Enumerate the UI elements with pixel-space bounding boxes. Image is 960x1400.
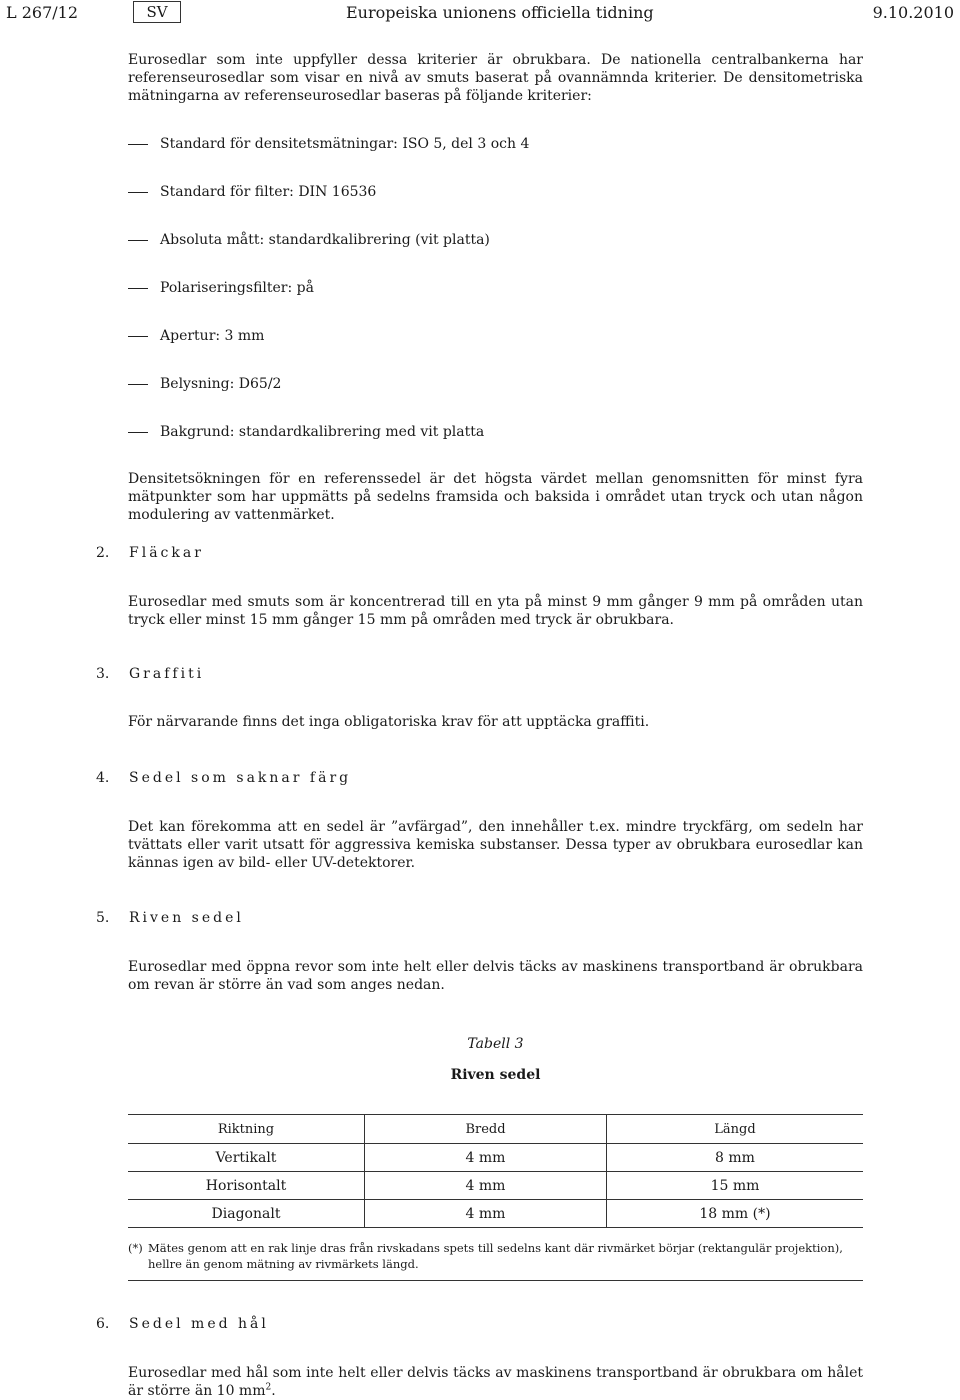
table-cell: 8 mm [607, 1144, 864, 1172]
dash [128, 240, 148, 241]
table-cell: 15 mm [607, 1172, 864, 1200]
table-title: Riven sedel [450, 1067, 541, 1083]
section-number: 5. [96, 910, 110, 926]
table-row [128, 1200, 863, 1228]
criteria-text: Polariseringsfilter: på [160, 280, 314, 296]
superscript: 2 [265, 1382, 272, 1393]
page-reference: L 267/12 [6, 3, 78, 22]
criteria-item [128, 327, 863, 345]
section-title: Graffiti [129, 666, 205, 682]
table-row [128, 1144, 863, 1172]
section-heading [0, 666, 960, 684]
section-heading [0, 1316, 960, 1334]
density-paragraph: Densitetsökningen för en referenssedel är det högsta värdet mellan genomsnitten för minst fyra mätpunkter som har uppmätts på sedelns framsida och baksida i området utan tryck och utan någon modulering av vattenmärket. [128, 471, 863, 523]
criteria-item [128, 279, 863, 297]
section-heading [0, 770, 960, 788]
section-number: 4. [96, 770, 110, 786]
criteria-text: Belysning: D65/2 [160, 376, 282, 392]
section-heading [0, 545, 960, 563]
footnote-marker: (*) [128, 1241, 143, 1255]
section-title: Sedel som saknar färg [129, 770, 352, 786]
section-text: Eurosedlar med smuts som är koncentrerad till en yta på minst 9 mm gånger 9 mm på områden utan tryck eller minst 15 mm gånger 15 mm på områden med tryck är obrukbara. [128, 594, 863, 628]
table-cell: Horisontalt [128, 1172, 365, 1200]
section-title: Riven sedel [129, 910, 244, 926]
table-row [128, 1172, 863, 1200]
table-caption: Tabell 3 [467, 1036, 524, 1052]
criteria-text: Standard för densitetsmätningar: ISO 5, del 3 och 4 [160, 136, 530, 152]
section-number: 6. [96, 1316, 110, 1332]
journal-title: Europeiska unionens officiella tidning [346, 3, 654, 22]
table-cell: Vertikalt [128, 1144, 365, 1172]
header-langd: Längd [607, 1115, 864, 1144]
section-text-body: Eurosedlar med hål som inte helt eller delvis täcks av maskinens transportband är obrukbara om hålet är större än 10 mm [128, 1365, 863, 1399]
criteria-text: Standard för filter: DIN 16536 [160, 184, 377, 200]
dash [128, 384, 148, 385]
footnote-text: Mätes genom att en rak linje dras från rivskadans spets till sedelns kant där rivmärket börjar (rektangulär projektion), hellre än genom mätning av rivmärkets längd. [148, 1241, 843, 1271]
section-number: 2. [96, 545, 110, 561]
table-cell: 4 mm [365, 1200, 607, 1228]
dash [128, 192, 148, 193]
header-bredd: Bredd [365, 1115, 607, 1144]
dash [128, 336, 148, 337]
dash [128, 432, 148, 433]
section-text: För närvarande finns det inga obligatoriska krav för att upptäcka graffiti. [128, 714, 650, 730]
table-cell: 4 mm [365, 1144, 607, 1172]
criteria-item [128, 231, 863, 249]
criteria-item [128, 423, 863, 441]
dash [128, 288, 148, 289]
criteria-item [128, 183, 863, 201]
section-title: Sedel med hål [129, 1316, 269, 1332]
section-text-end: . [271, 1383, 276, 1399]
publication-date: 9.10.2010 [872, 3, 954, 22]
table-cell: 18 mm (*) [607, 1200, 864, 1228]
criteria-item [128, 135, 863, 153]
section-text: Eurosedlar med öppna revor som inte helt eller delvis täcks av maskinens transportband är obrukbara om revan är större än vad som anges nedan. [128, 959, 863, 993]
criteria-text: Apertur: 3 mm [160, 328, 265, 344]
criteria-text: Absoluta mått: standardkalibrering (vit platta) [160, 232, 490, 248]
language-badge: SV [133, 1, 181, 23]
criteria-item [128, 375, 863, 393]
footnote-rule [128, 1280, 863, 1281]
table-footnote [128, 1240, 863, 1274]
header-riktning: Riktning [128, 1115, 365, 1144]
riven-sedel-table [128, 1114, 863, 1228]
table-cell: Diagonalt [128, 1200, 365, 1228]
dash [128, 144, 148, 145]
table-header-row [128, 1115, 863, 1144]
table-cell: 4 mm [365, 1172, 607, 1200]
section-title: Fläckar [129, 545, 204, 561]
section-heading [0, 910, 960, 928]
criteria-text: Bakgrund: standardkalibrering med vit platta [160, 424, 485, 440]
intro-paragraph: Eurosedlar som inte uppfyller dessa kriterier är obrukbara. De nationella centralbankerna har referenseurosedlar som visar en nivå av smuts baserat på ovannämnda kriterier. De densitometriska mätningarna av referenseurosedlar baseras på följande kriterier: [128, 52, 863, 104]
section-number: 3. [96, 666, 110, 682]
section-text: Det kan förekomma att en sedel är ”avfärgad”, den innehåller t.ex. mindre tryckfärg, om sedeln har tvättats eller varit utsatt för aggressiva kemiska substanser. Dessa typer av obrukbara eurosedlar kan kännas igen av bild- eller UV-detektorer. [128, 819, 863, 871]
